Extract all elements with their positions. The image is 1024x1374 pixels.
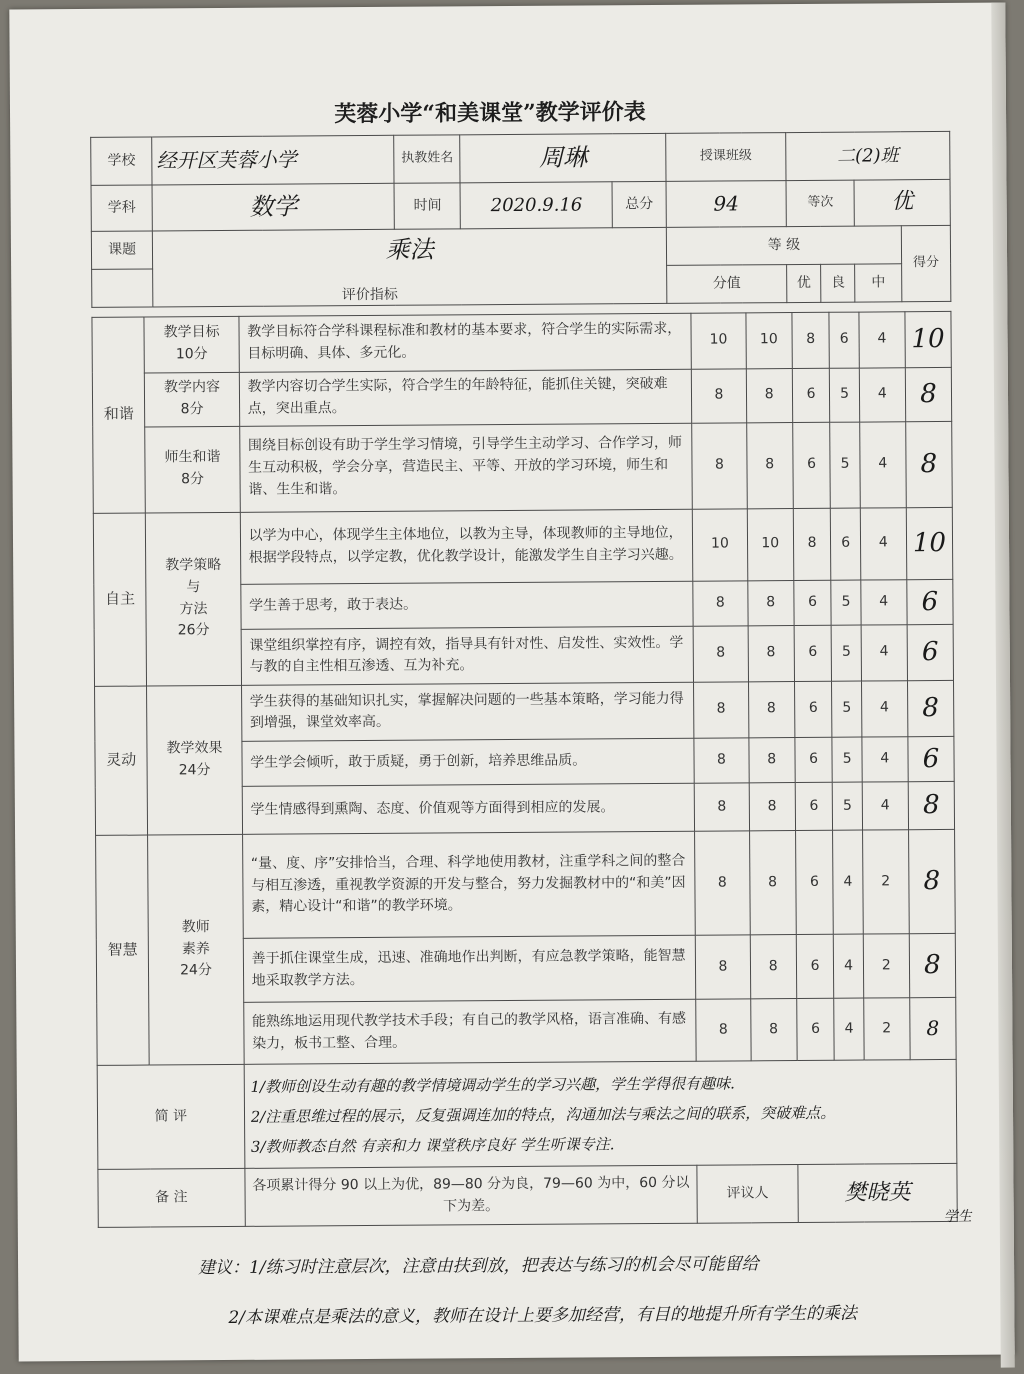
category-cell: 灵动 [95, 686, 148, 836]
teacher-value: 周琳 [460, 133, 666, 182]
topic-value: 乘法 [153, 227, 667, 307]
reviewer-label: 评议人 [697, 1165, 798, 1224]
medium-cell: 6 [829, 312, 859, 368]
class-label: 授课班级 [666, 133, 786, 182]
criterion-desc: “量、度、序”安排恰当，合理、科学地使用教材，注重学科之间的整合与相互渗透，重视教学资源的开发与整合，努力发掘教材中的“和美”因素，精心设计“和谐”的教学环境。 [242, 831, 695, 938]
subject-label: 学科 [91, 185, 152, 231]
table-row [93, 507, 952, 585]
time-value: 2020.9.16 [460, 182, 612, 229]
excellent-cell: 8 [748, 681, 794, 737]
excellent-cell: 8 [749, 783, 795, 831]
good-cell: 6 [796, 998, 834, 1060]
medium-cell: 4 [833, 830, 863, 934]
excellent-cell: 10 [747, 508, 794, 580]
poor-cell: 4 [861, 625, 907, 681]
review-line: 3/教师教态自然 有亲和力 课堂秩序良好 学生听课专注. [250, 1134, 615, 1156]
score-cell: 8 [910, 998, 957, 1060]
criterion-desc: 学生情感得到熏陶、态度、价值观等方面得到相应的发展。 [242, 783, 695, 834]
total-value: 94 [666, 181, 786, 228]
category-cell: 智慧 [96, 835, 150, 1065]
subcategory-cell: 教学目标 10分 [144, 316, 239, 373]
medium-header: 中 [855, 264, 902, 302]
poor-cell: 4 [862, 782, 908, 830]
table-row [92, 311, 951, 373]
good-cell: 8 [792, 312, 830, 368]
good-cell: 6 [792, 368, 830, 422]
poor-cell: 4 [859, 311, 905, 367]
criterion-desc: 学生善于思考，敢于表达。 [240, 581, 693, 629]
review-label: 简 评 [97, 1064, 244, 1169]
poor-cell: 4 [861, 579, 907, 625]
good-cell: 6 [792, 422, 830, 508]
poor-cell: 2 [863, 934, 910, 998]
subcategory-cell: 教学内容 8分 [145, 372, 240, 427]
score-header: 得分 [901, 225, 951, 301]
suggestion-aside: 学生 [943, 1208, 972, 1225]
criterion-desc: 学生获得的基础知识扎实，掌握解决问题的一些基本策略，学习能力得到增强，课堂效率高。 [241, 682, 694, 741]
subject-value: 数学 [152, 183, 395, 231]
medium-cell: 4 [834, 934, 864, 998]
value-cell: 8 [691, 368, 746, 422]
evaluation-table [90, 131, 951, 308]
criterion-desc: 教学目标符合学科课程标准和教材的基本要求，符合学生的实际需求，目标明确、具体、多元化。 [239, 313, 692, 372]
score-cell: 6 [907, 579, 953, 625]
form-title: 芙蓉小学“和美课堂”教学评价表 [334, 99, 646, 128]
school-label: 学校 [91, 137, 153, 185]
medium-cell: 4 [834, 998, 864, 1060]
medium-cell: 5 [831, 580, 861, 626]
notes-label: 备 注 [98, 1168, 245, 1227]
reviewer-signature: 樊晓英 [798, 1163, 958, 1222]
value-cell: 8 [694, 682, 749, 738]
subcategory-cell: 师生和谐 8分 [145, 426, 240, 513]
value-cell: 8 [696, 999, 751, 1061]
good-cell: 8 [793, 508, 831, 580]
score-cell: 10 [906, 507, 953, 579]
paper-edge [991, 3, 1015, 1368]
score-cell: 8 [907, 680, 954, 736]
review-line: 2/注重思维过程的展示，反复强调连加的特点，沟通加法与乘法之间的联系，突破难点。 [250, 1103, 836, 1126]
excellent-cell: 8 [749, 831, 796, 935]
excellent-cell: 8 [746, 422, 793, 508]
medium-cell: 6 [831, 508, 861, 580]
medium-cell: 5 [830, 368, 860, 422]
review-row [97, 1060, 957, 1170]
criterion-desc: 善于抓住课堂生成，迅速、准确地作出判断，有应急教学策略，能智慧地采取教学方法。 [243, 935, 696, 1002]
paper-sheet [9, 3, 1014, 1362]
value-cell: 8 [693, 580, 748, 626]
score-cell: 8 [908, 782, 955, 830]
rank-value: 优 [854, 179, 950, 226]
excellent-cell: 8 [750, 999, 797, 1061]
school-value: 经开区芙蓉小学 [152, 135, 395, 185]
category-cell: 自主 [93, 513, 147, 687]
table-row [93, 421, 953, 513]
good-header: 良 [821, 264, 856, 302]
suggestion-line: 建议：1/练习时注意层次，注意由扶到放，把表达与练习的机会尽可能留给 [198, 1254, 759, 1279]
review-line: 1/教师创设生动有趣的教学情境调动学生的学习兴趣，学生学得很有趣味. [250, 1074, 735, 1096]
poor-cell: 4 [859, 421, 906, 507]
poor-cell: 4 [859, 367, 905, 421]
criterion-desc: 学生学会倾听，敢于质疑，勇于创新，培养思维品质。 [242, 738, 695, 786]
excellent-cell: 8 [748, 625, 794, 681]
medium-cell: 5 [832, 625, 862, 681]
category-cell: 和谐 [92, 317, 146, 513]
excellent-cell: 10 [746, 312, 792, 368]
time-label: 时间 [394, 183, 460, 229]
score-cell: 6 [908, 736, 954, 782]
poor-cell: 4 [861, 681, 907, 737]
score-cell: 8 [908, 830, 955, 934]
value-cell: 10 [691, 312, 746, 368]
value-cell: 8 [695, 831, 750, 935]
subcategory-cell: 教师 素养 24分 [148, 834, 244, 1065]
table-row [96, 830, 956, 940]
total-label: 总分 [612, 181, 666, 227]
grade-header: 等 级 [666, 226, 901, 266]
notes-row [98, 1163, 957, 1227]
good-cell: 6 [794, 681, 832, 737]
topic-label: 课题 [91, 231, 152, 269]
table-row [95, 680, 954, 742]
criterion-desc: 以学为中心，体现学生主体地位，以教为主导，体现教师的主导地位，根据学段特点，以学定教，优化教学设计，能激发学生自主学习兴趣。 [240, 509, 693, 584]
subcategory-cell: 教学策略 与 方法 26分 [146, 512, 241, 686]
value-header: 分值 [667, 265, 787, 304]
table-row [92, 367, 951, 427]
medium-cell: 5 [832, 737, 862, 783]
subcategory-cell: 教学效果 24分 [147, 685, 242, 835]
class-value: 二(2)班 [786, 131, 950, 180]
good-cell: 6 [794, 580, 832, 626]
value-cell: 8 [695, 935, 750, 999]
suggestions-block [198, 1208, 1019, 1343]
medium-cell: 5 [830, 422, 860, 508]
value-cell: 8 [693, 626, 748, 682]
excellent-cell: 8 [750, 935, 797, 999]
medium-cell: 5 [833, 782, 863, 830]
criterion-desc: 能熟练地运用现代教学技术手段；有自己的教学风格，语言准确、有感染力，板书工整、合理。 [243, 999, 696, 1064]
good-cell: 6 [795, 782, 833, 830]
poor-cell: 4 [860, 507, 907, 579]
suggestion-line: 2/本课难点是乘法的意义，教师在设计上要多加经营，有目的地提升所有学生的乘法 [228, 1303, 858, 1328]
excellent-cell: 8 [746, 368, 792, 422]
excellent-header: 优 [787, 264, 822, 302]
poor-cell: 2 [862, 830, 909, 934]
good-cell: 6 [794, 625, 832, 681]
topic-spacer [92, 269, 153, 307]
value-cell: 10 [692, 508, 747, 580]
score-cell: 8 [906, 421, 953, 507]
good-cell: 6 [795, 830, 833, 934]
criterion-desc: 教学内容切合学生实际，符合学生的年龄特征，能抓住关键，突破难点，突出重点。 [239, 369, 692, 426]
score-cell: 8 [905, 367, 952, 421]
criteria-table [91, 286, 957, 1228]
teacher-label: 执教姓名 [394, 135, 460, 183]
indicator-caption: 评价指标 [341, 286, 398, 304]
criterion-desc: 课堂组织掌控有序，调控有效，指导具有针对性、启发性、实效性。学与教的自主性相互渗透、互为补充。 [241, 626, 694, 685]
score-cell: 6 [907, 624, 954, 680]
excellent-cell: 8 [747, 580, 793, 626]
rank-label: 等次 [786, 180, 855, 226]
medium-cell: 5 [832, 681, 862, 737]
value-cell: 8 [694, 783, 749, 831]
poor-cell: 4 [862, 737, 908, 783]
good-cell: 6 [796, 934, 834, 998]
score-cell: 8 [909, 934, 956, 998]
review-content [244, 1060, 957, 1169]
poor-cell: 2 [863, 998, 910, 1060]
excellent-cell: 8 [749, 737, 795, 783]
notes-text: 各项累计得分 90 以上为优，89—80 分为良，79—60 为中，60 分以下为差。 [245, 1165, 698, 1226]
good-cell: 6 [795, 737, 833, 783]
value-cell: 8 [694, 738, 749, 784]
value-cell: 8 [692, 422, 747, 508]
criterion-desc: 围绕目标创设有助于学生学习情境，引导学生主动学习、合作学习，师生互动积极，学会分享，营造民主、平等、开放的学习环境，师生和谐、生生和谐。 [239, 423, 692, 512]
score-cell: 10 [905, 311, 952, 367]
